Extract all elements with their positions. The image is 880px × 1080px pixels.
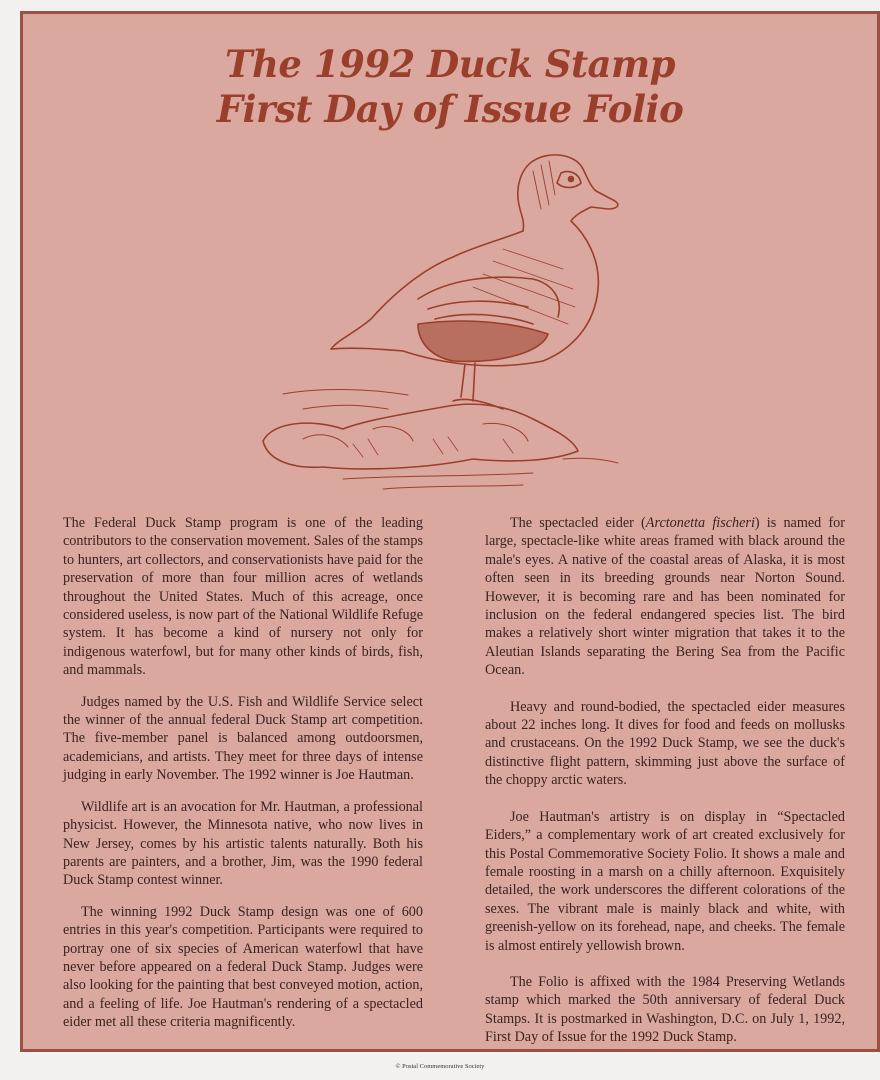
folio-panel [20,11,880,1052]
left-paragraph-3: Wildlife art is an avocation for Mr. Hautman, a professional physicist. However, the Minnesota native, who now lives in New Jersey, comes by his artistic talents naturally. Both his parents are painters, and a brother, Jim, was the 1990 federal Duck Stamp contest winner. [63,798,423,889]
title-line-2: First Day of Issue Folio [216,87,684,131]
left-paragraph-4: The winning 1992 Duck Stamp design was one of 600 entries in this year's competition. Participants were required to portray one of six species of American waterfowl that have never before appeared on a federal Duck Stamp. Judges were also looking for the painting that best conveyed motion, action, and a feeling of life. Joe Hautman's rendering of a spectacled eider met all these criteria magnificently. [63,903,423,1031]
left-paragraph-1: The Federal Duck Stamp program is one of the leading contributors to the conservation movement. Sales of the stamps to hunters, art collectors, and conservationists have paid for the preservation of more than four million acres of wetlands throughout the United States. Much of this acreage, once considered useless, is now part of the National Wildlife Refuge system. It has become a kind of nursery not only for indigenous waterfowl, but for many other kinds of birds, fish, and mammals. [63,515,423,679]
right-p1-after: ) is named for large, spectacle-like white areas framed with black around the male's eyes. A native of the coastal areas of Alaska, it is most often seen in its breeding grounds near Norton Sound. However, it is becoming rare and has been nominated for inclusion on the federal endangered species list. The bird makes a relatively short winter migration that takes it to the Aleutian Islands separating the Bering Sea from the Pacific Ocean. [485,515,845,679]
right-p1-before: The spectacled eider ( [510,515,646,531]
copyright-footer: © Postal Commemorative Society [395,1063,485,1070]
right-paragraph-2: Heavy and round-bodied, the spectacled eider measures about 22 inches long. It dives for food and feeds on mollusks and crustaceans. On the 1992 Duck Stamp, we see the duck's distinctive flight pattern, skimming just above the surface of the choppy arctic waters. [485,698,845,789]
left-paragraph-2: Judges named by the U.S. Fish and Wildlife Service select the winner of the annual federal Duck Stamp art competition. The five-member panel is balanced among outdoorsmen, academicians, and artists. They meet for three days of intense judging in early November. The 1992 winner is Joe Hautman. [63,693,423,784]
species-latin-name: Arctonetta fischeri [645,515,755,531]
right-column [485,514,845,1065]
right-paragraph-4: The Folio is affixed with the 1984 Preserving Wetlands stamp which marked the 50th anniversary of federal Duck Stamps. It is postmarked in Washington, D.C. on July 1, 1992, First Day of Issue for the 1992 Duck Stamp. [485,973,845,1046]
title-line-1: The 1992 Duck Stamp [224,42,676,86]
page-title [23,42,877,132]
right-paragraph-1 [485,514,845,680]
right-paragraph-3: Joe Hautman's artistry is on display in “Spectacled Eiders,” a complementary work of art created exclusively for this Postal Commemorative Society Folio. It shows a male and female roosting in a marsh on a chilly afternoon. Exquisitely detailed, the work underscores the different colorations of the sexes. The vibrant male is mainly black and white, with greenish-yellow on its forehead, nape, and cheeks. The female is almost entirely yellowish brown. [485,808,845,954]
left-column [63,514,423,1045]
spectacled-eider-illustration [203,139,633,514]
